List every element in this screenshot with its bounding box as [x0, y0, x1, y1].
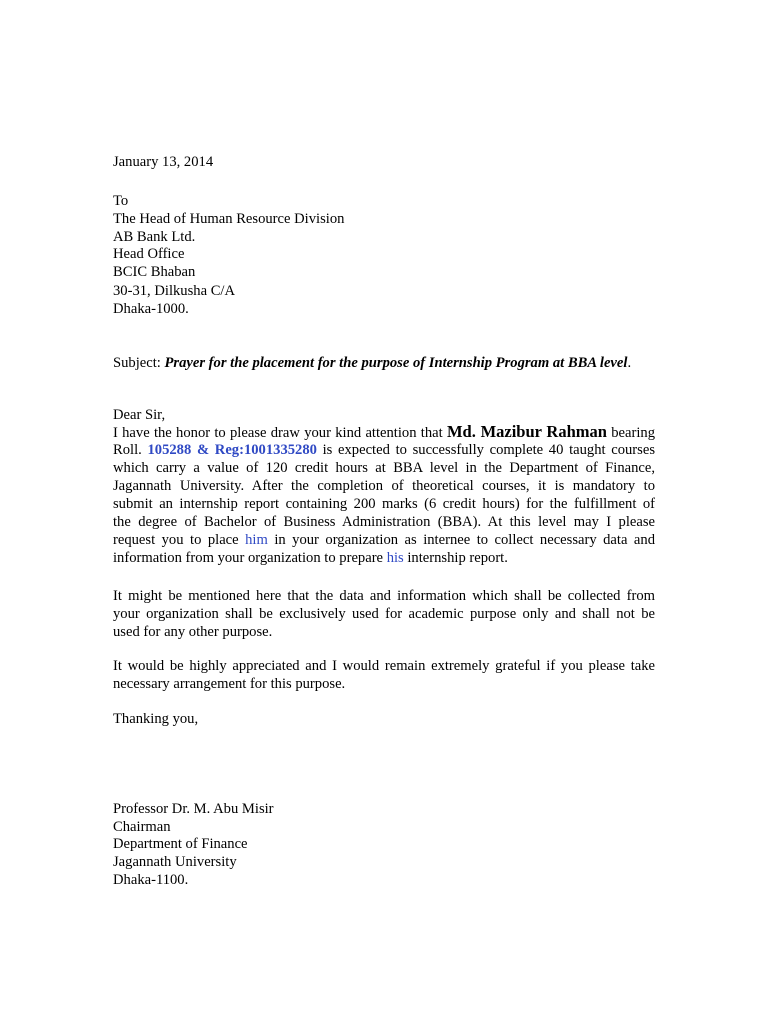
recipient-line: Head Office: [113, 246, 185, 262]
text-run: internship report.: [403, 550, 508, 566]
paragraph-line: your organization shall be exclusively used for academic purpose only and shall not be: [113, 606, 655, 622]
letter-date: January 13, 2014: [113, 154, 214, 170]
text-run: in your organization as internee to collect necessary data and: [267, 532, 655, 548]
paragraph-line: submit an internship report containing 200 marks (6 credit hours) for the fulfillment of: [113, 496, 655, 512]
text-run: Roll.: [113, 442, 148, 458]
recipient-line: 30-31, Dilkusha C/A: [113, 283, 236, 299]
paragraph-line: used for any other purpose.: [113, 624, 273, 640]
subject-label: Subject:: [113, 355, 165, 371]
paragraph-line: It would be highly appreciated and I would remain extremely grateful if you please take: [113, 658, 655, 674]
subject-text: Prayer for the placement for the purpose of Internship Program at BBA level: [164, 355, 628, 371]
text-run: information from your organization to prepare: [113, 550, 387, 566]
signature-line: Chairman: [113, 819, 171, 835]
body-paragraph-2: [113, 587, 655, 641]
pronoun-his: his: [386, 550, 404, 566]
signature-line: Professor Dr. M. Abu Misir: [113, 801, 274, 817]
text-run: I have the honor to please draw your kind attention that: [113, 425, 447, 441]
paragraph-line: necessary arrangement for this purpose.: [113, 676, 346, 692]
signature-line: Dhaka-1100.: [113, 872, 189, 888]
paragraph-line: [113, 423, 655, 441]
subject-end: .: [627, 355, 632, 371]
recipient-to: To: [113, 193, 129, 209]
recipient-line: BCIC Bhaban: [113, 264, 196, 280]
recipient-line: Dhaka-1000.: [113, 301, 189, 317]
paragraph-line: which carry a value of 120 credit hours at BBA level in the Department of Finance,: [113, 460, 655, 476]
roll-reg-number: 105288 & Reg:1001335280: [147, 442, 317, 458]
paragraph-line: [113, 441, 655, 459]
paragraph-line: [113, 531, 655, 549]
closing: Thanking you,: [113, 711, 199, 727]
text-run: is expected to successfully complete 40 taught courses: [316, 442, 655, 458]
signature-line: Department of Finance: [113, 836, 248, 852]
paragraph-line: the degree of Bachelor of Business Administration (BBA). At this level may I please: [113, 514, 655, 530]
recipient-line: AB Bank Ltd.: [113, 229, 196, 245]
pronoun-him: him: [245, 532, 268, 548]
salutation: Dear Sir,: [113, 407, 166, 423]
recipient-line: The Head of Human Resource Division: [113, 211, 345, 227]
paragraph-line: Jagannath University. After the completion of theoretical courses, it is mandatory to: [113, 478, 655, 494]
body-paragraph-1: [113, 423, 655, 567]
subject-line: [113, 354, 631, 372]
body-paragraph-3: [113, 657, 655, 693]
text-run: bearing: [606, 425, 655, 441]
student-name: Md. Mazibur Rahman: [446, 423, 607, 441]
paragraph-line: It might be mentioned here that the data and information which shall be collected from: [113, 588, 655, 604]
signature-line: Jagannath University: [113, 854, 237, 870]
paragraph-line: [113, 549, 655, 567]
text-run: request you to place: [113, 532, 246, 548]
